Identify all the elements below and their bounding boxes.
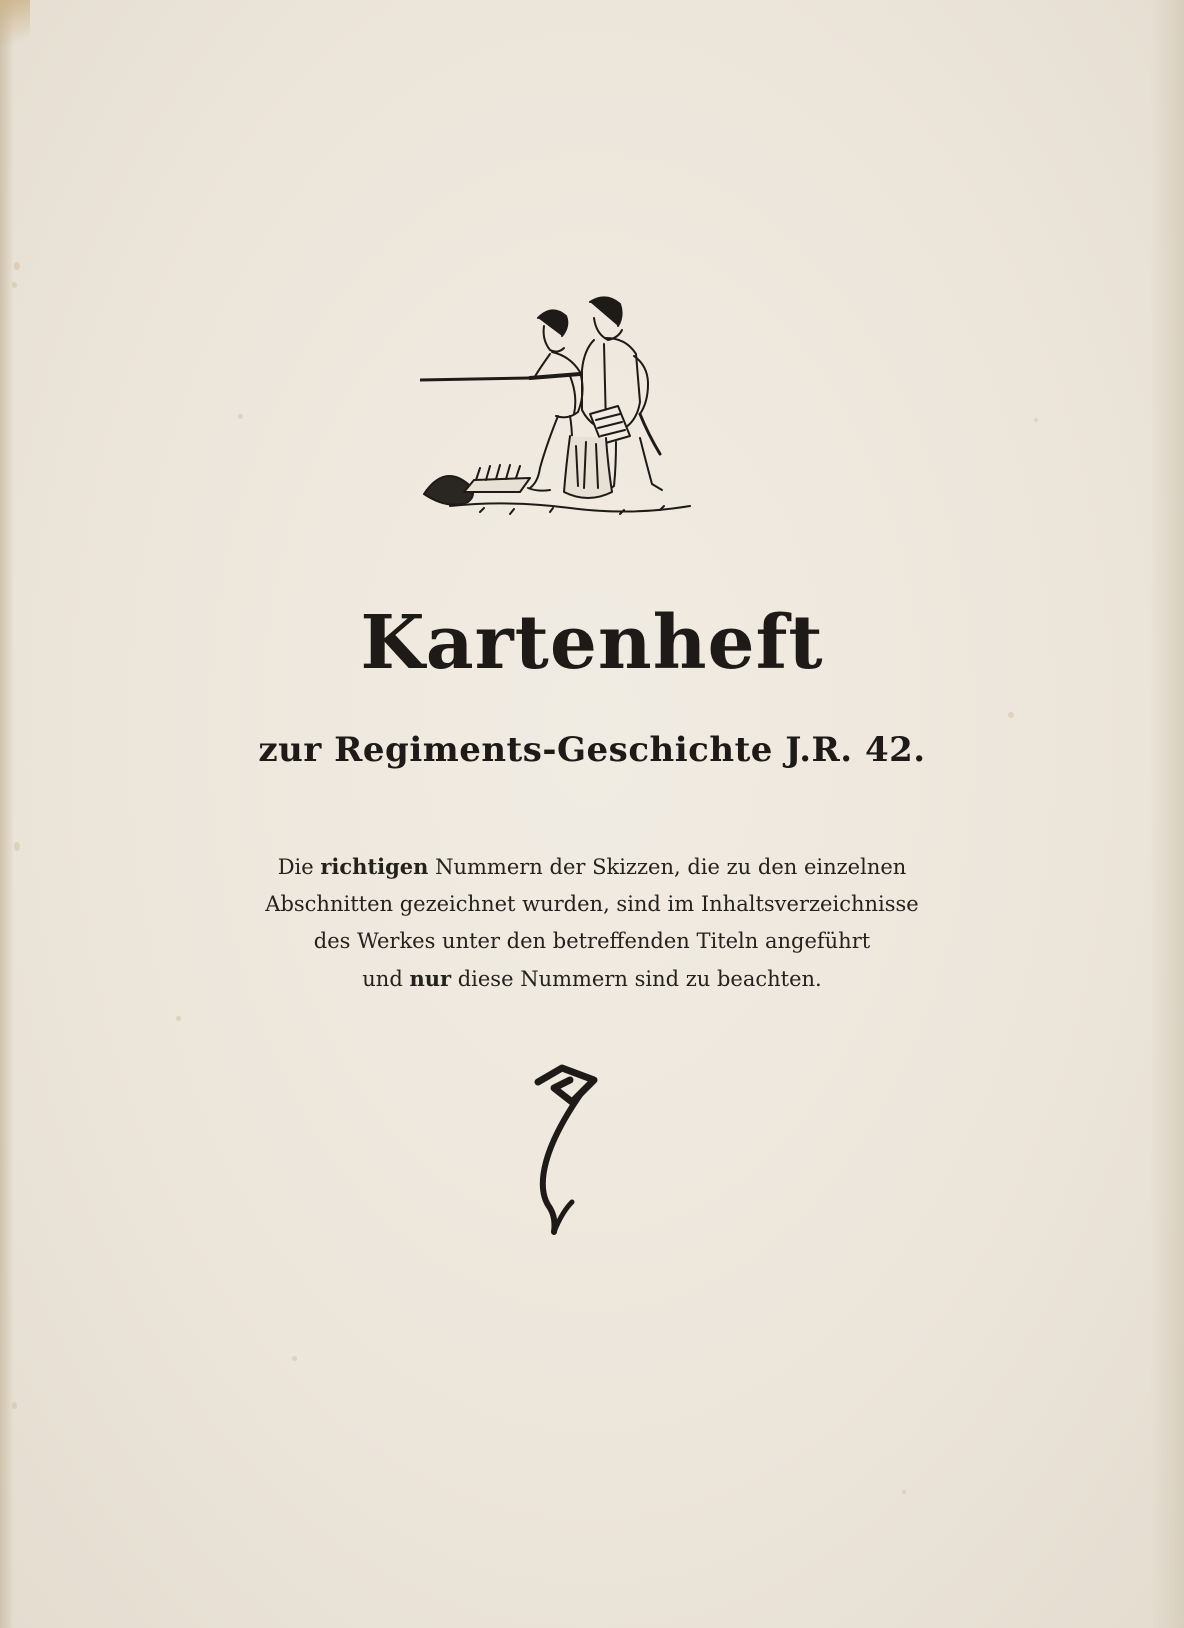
note-line-1-bold: richtigen: [320, 854, 429, 879]
stain-spot: [292, 1356, 297, 1361]
note-line-2: Abschnitten gezeichnet wurden, sind im Inhaltsverzeichnisse: [265, 892, 919, 916]
stain-spot: [1034, 418, 1038, 422]
stain-spot: [14, 842, 20, 851]
page-right-edge: [1150, 0, 1184, 1628]
stain-spot: [12, 1402, 17, 1409]
stain-spot: [238, 414, 243, 419]
note-line-1-pre: Die: [277, 855, 321, 879]
stain-spot: [176, 1016, 181, 1021]
document-subtitle: zur Regiments-Geschichte J.R. 42.: [258, 730, 926, 770]
note-line-4-bold: nur: [409, 966, 452, 991]
note-line-4-pre: und: [362, 967, 410, 991]
page-corner-stain: [0, 0, 30, 60]
stain-spot: [12, 282, 17, 288]
document-note: [150, 848, 1034, 998]
ornament-icon: [532, 1062, 602, 1242]
note-line-3: des Werkes unter den betreffenden Titeln angeführt: [313, 929, 871, 953]
stain-spot: [14, 262, 20, 270]
stain-spot: [1008, 712, 1014, 718]
note-line-1: [150, 848, 1034, 886]
page-left-edge: [0, 0, 14, 1628]
note-line-4: [150, 960, 1034, 998]
stain-spot: [902, 1490, 906, 1494]
document-title: Kartenheft: [360, 600, 824, 686]
note-line-4-post: diese Nummern sind zu beachten.: [451, 967, 822, 991]
soldiers-illustration: [420, 296, 710, 536]
note-line-1-post: Nummern der Skizzen, die zu den einzelnen: [428, 855, 907, 879]
